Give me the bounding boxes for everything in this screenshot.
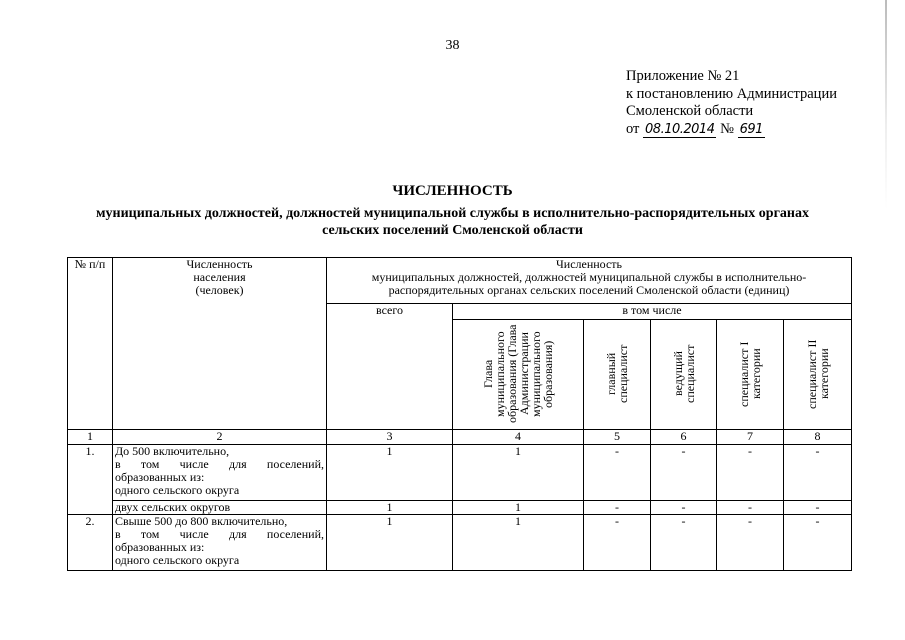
header-population (113, 258, 327, 430)
cell-head: 1 (453, 515, 584, 571)
header-count-line-3: распорядительных органах сельских поселений Смоленской области (единиц) (388, 283, 790, 297)
cell-head: 1 (453, 445, 584, 501)
appendix-block (626, 68, 837, 138)
row-label (113, 515, 327, 571)
column-number-row (68, 430, 852, 445)
cell-total: 1 (327, 515, 453, 571)
cell-spec-1: - (717, 515, 784, 571)
document-subtitle (0, 205, 905, 239)
cell-spec-2: - (784, 445, 852, 501)
header-head-text: Глава муниципального образования (Глава Администрации муниципального образования) (481, 324, 555, 424)
row-label-line-2: в том числе для поселений, (115, 457, 324, 471)
appendix-date-line (626, 121, 837, 139)
row-label-line-3: образованных из: (115, 540, 205, 554)
handwritten-date: 08.10.2014 (645, 121, 715, 137)
header-chief-specialist-text: главный специалист (604, 344, 630, 404)
cell-chief: - (584, 445, 651, 501)
row-label-line-3: образованных из: (115, 470, 205, 484)
header-population-line-2: населения (193, 270, 246, 284)
appendix-region: Смоленской области (626, 103, 754, 119)
header-num: № п/п (68, 258, 113, 430)
cell-leading: - (651, 515, 717, 571)
cell-leading: - (651, 445, 717, 501)
column-number: 8 (784, 430, 852, 445)
sub-row-label: двух сельских округов (113, 501, 327, 515)
table-row (68, 445, 852, 501)
cell-spec-2: - (784, 515, 852, 571)
column-number: 1 (68, 430, 113, 445)
header-specialist-2-text: специалист II категории (804, 339, 831, 409)
header-count-line-1: Численность (555, 257, 623, 271)
cell-spec-1: - (717, 501, 784, 515)
cell-total: 1 (327, 501, 453, 515)
header-population-line-3: (человек) (195, 283, 244, 297)
appendix-title: Приложение № 21 (626, 68, 740, 84)
column-number: 4 (453, 430, 584, 445)
header-specialist-1-text: специалист I категории (737, 341, 763, 407)
cell-total: 1 (327, 445, 453, 501)
page-number: 38 (445, 38, 460, 53)
cell-chief: - (584, 501, 651, 515)
table-row (68, 515, 852, 571)
sub-row-label: одного сельского округа (115, 483, 240, 497)
appendix-decree: к постановлению Администрации (626, 85, 837, 102)
number-label: № (720, 120, 734, 137)
cell-spec-2: - (784, 501, 852, 515)
header-specialist-1 (717, 320, 784, 430)
column-number: 6 (651, 430, 717, 445)
header-count (327, 258, 852, 304)
header-total: всего (327, 304, 453, 430)
header-including: в том числе (453, 304, 852, 320)
header-leading-specialist-text: ведущий специалист (670, 344, 697, 404)
header-chief-specialist (584, 320, 651, 430)
cell-leading: - (651, 501, 717, 515)
row-label (113, 445, 327, 501)
from-label: от (626, 120, 640, 137)
staffing-table (67, 257, 852, 571)
row-label-line-1: До 500 включительно, (115, 444, 230, 458)
column-number: 5 (584, 430, 651, 445)
cell-chief: - (584, 515, 651, 571)
header-head (453, 320, 584, 430)
table-row (68, 501, 852, 515)
row-label-line-1: Свыше 500 до 800 включительно, (115, 514, 288, 528)
row-num: 2. (68, 515, 113, 571)
header-specialist-2 (784, 320, 852, 430)
column-number: 3 (327, 430, 453, 445)
header-leading-specialist (651, 320, 717, 430)
scan-edge (885, 0, 887, 210)
row-num: 1. (68, 445, 113, 515)
document-title: ЧИСЛЕННОСТЬ (392, 183, 513, 199)
cell-spec-1: - (717, 445, 784, 501)
header-population-line-1: Численность (186, 257, 253, 271)
sub-row-label: одного сельского округа (115, 553, 240, 567)
subtitle-line-1: муниципальных должностей, должностей муниципальной службы в исполнительно-распорядительных органах (95, 206, 809, 221)
column-number: 7 (717, 430, 784, 445)
row-label-line-2: в том числе для поселений, (115, 527, 324, 541)
header-count-line-2: муниципальных должностей, должностей муниципальной службы в исполнительно- (371, 270, 807, 284)
cell-head: 1 (453, 501, 584, 515)
handwritten-number: 691 (739, 121, 763, 137)
subtitle-line-2: сельских поселений Смоленской области (322, 223, 583, 238)
column-number: 2 (113, 430, 327, 445)
